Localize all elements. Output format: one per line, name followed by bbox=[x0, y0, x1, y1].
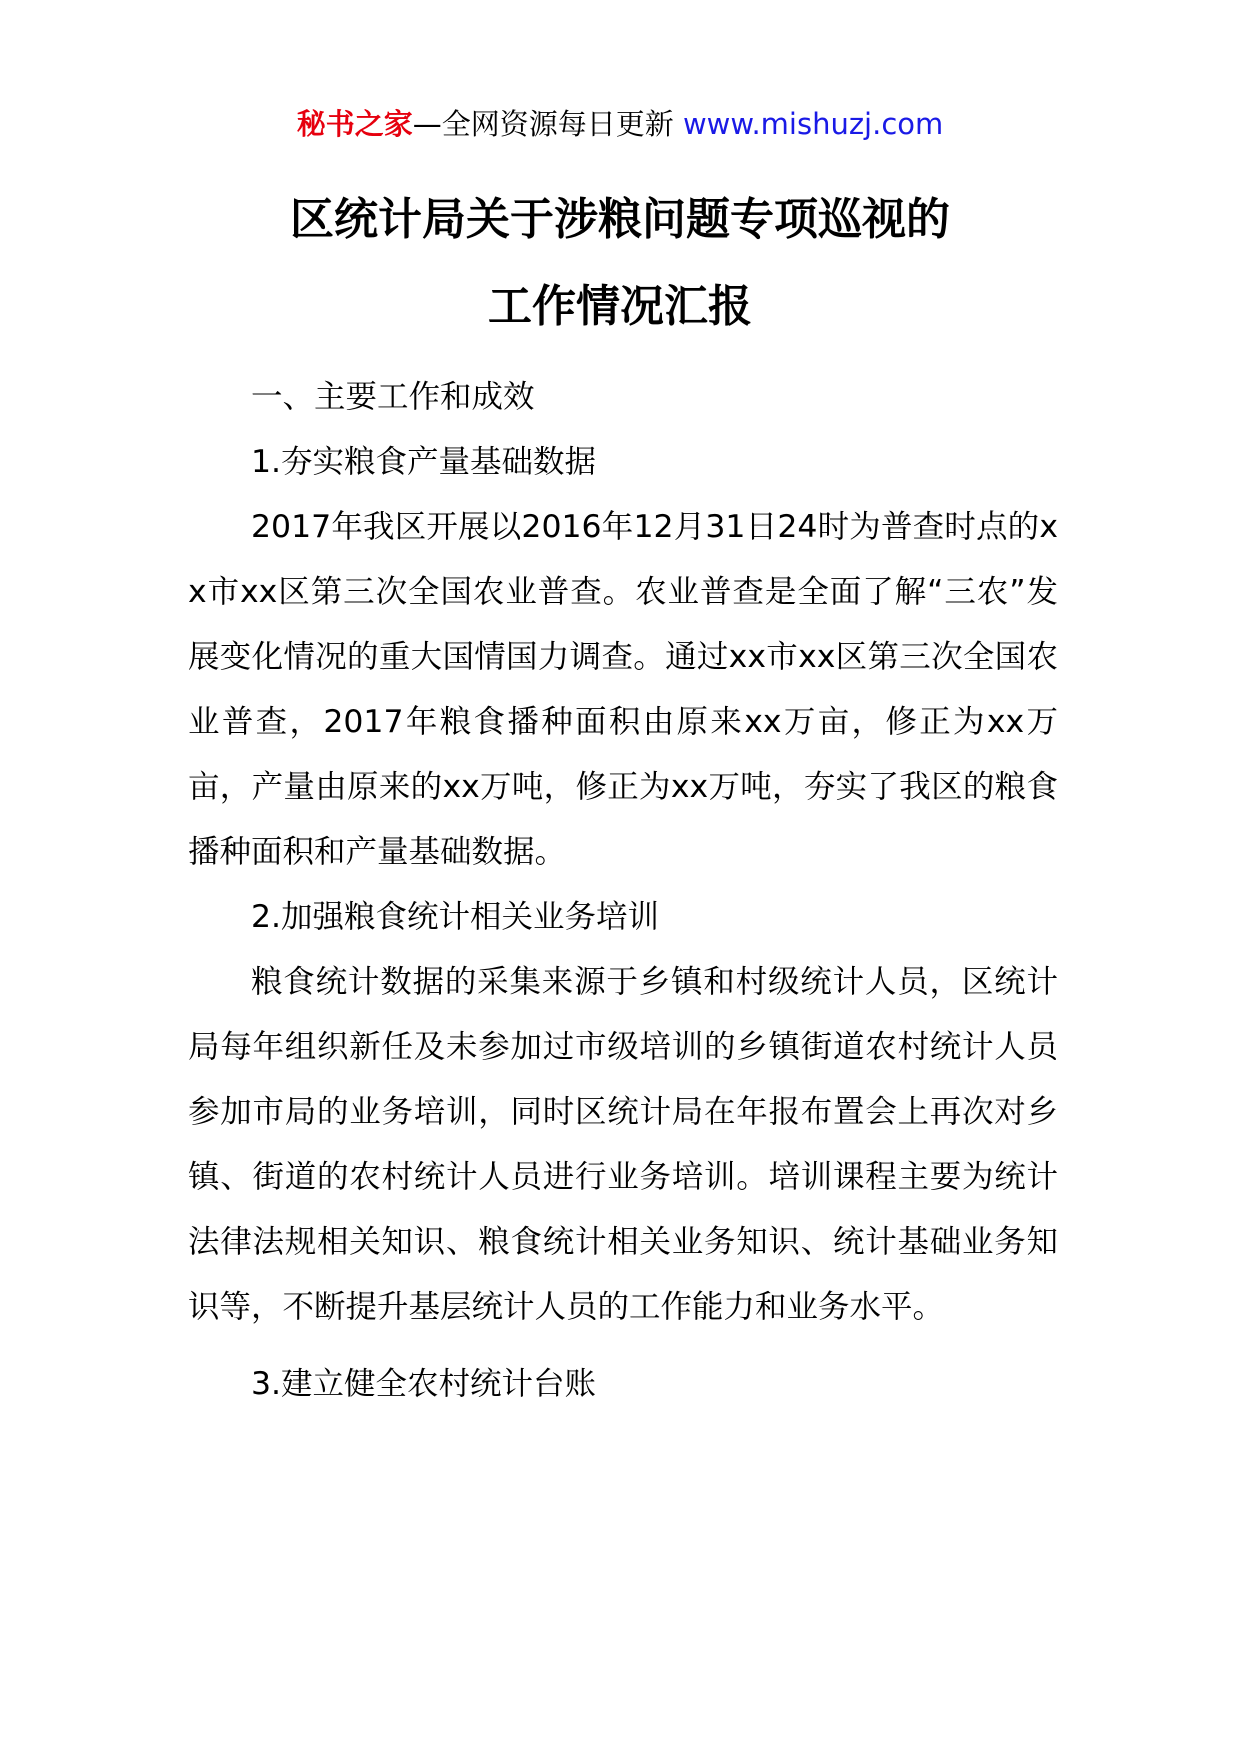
item-3-heading: 3.建立健全农村统计台账 bbox=[251, 1366, 597, 1402]
item-2-paragraph: 粮食统计数据的采集来源于乡镇和村级统计人员，区统计局每年组织新任及未参加过市级培训的乡镇街道农村统计人员参加市局的业务培训，同时区统计局在年报布置会上再次对乡镇、街道的农村统计人员进行业务培训。培训课程主要为统计法律法规相关知识、粮食统计相关业务知识、统计基础业务知识等，不断提升基层统计人员的工作能力和业务水平。 bbox=[188, 964, 1058, 1325]
item-1-paragraph: 2017年我区开展以2016年12月31日24时为普查时点的xx市xx区第三次全国农业普查。农业普查是全面了解“三农”发展变化情况的重大国情国力调查。通过xx市xx区第三次全国农业普查，2017年粮食播种面积由原来xx万亩，修正为xx万亩，产量由原来的xx万吨，修正为xx万吨，夯实了我区的粮食播种面积和产量基础数据。 bbox=[188, 509, 1058, 870]
document-body bbox=[188, 365, 1058, 1417]
site-header bbox=[0, 104, 1240, 144]
document-title-line-2: 工作情况汇报 bbox=[488, 281, 752, 332]
header-tagline: —全网资源每日更新 bbox=[412, 107, 683, 141]
section-heading: 一、主要工作和成效 bbox=[251, 379, 535, 415]
item-2-heading: 2.加强粮食统计相关业务培训 bbox=[251, 899, 660, 935]
item-1-heading: 1.夯实粮食产量基础数据 bbox=[251, 444, 597, 480]
document-title-line-1: 区统计局关于涉粮问题专项巡视的 bbox=[290, 194, 950, 245]
brand-name: 秘书之家 bbox=[296, 107, 413, 141]
site-url-link[interactable]: www.mishuzj.com bbox=[682, 107, 944, 141]
